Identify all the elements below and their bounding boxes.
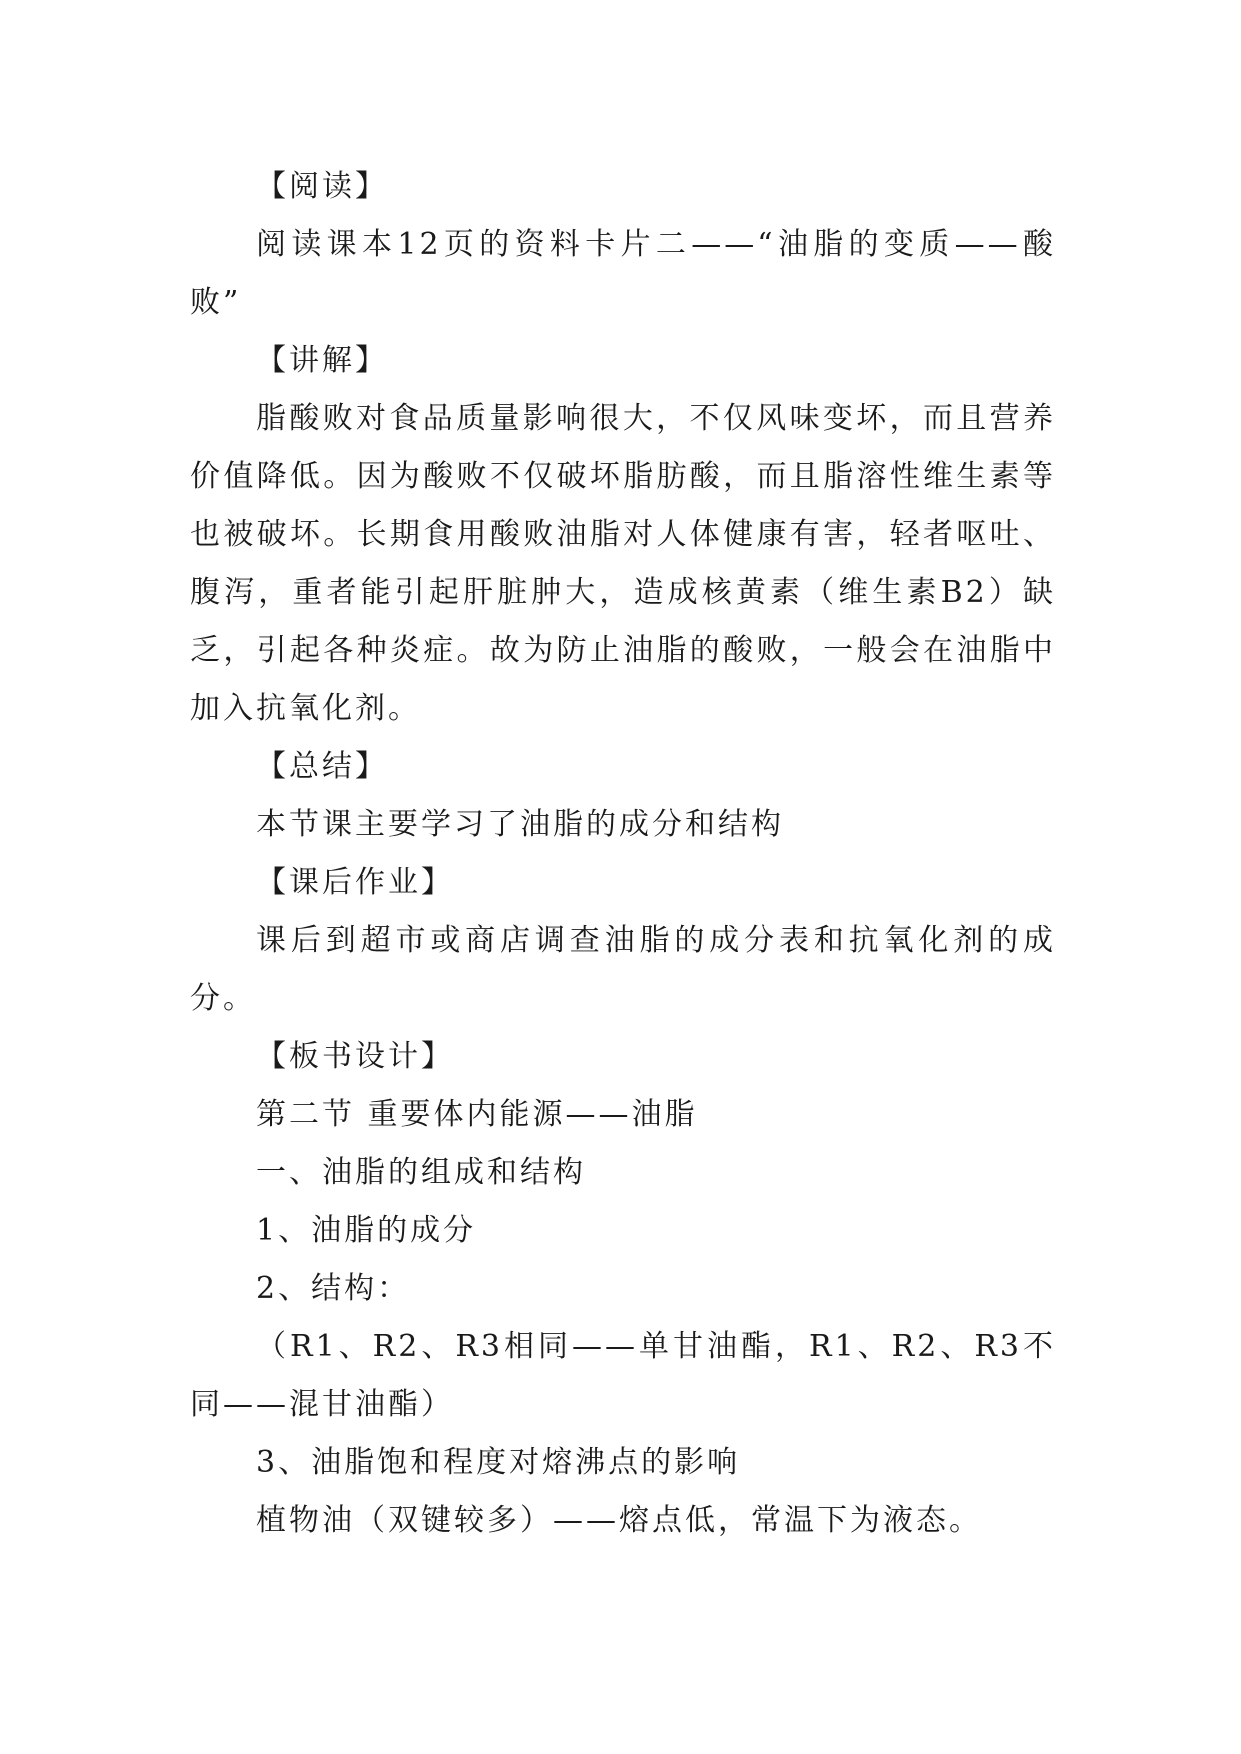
board-design-item: 3、油脂饱和程度对熔沸点的影响 [256, 1445, 741, 1480]
section-heading-board-design: 【板书设计】 [256, 1039, 454, 1074]
homework-paragraph: 课后到超市或商店调查油脂的成分表和抗氧化剂的成分。 [190, 923, 1056, 1016]
document-body [190, 158, 1056, 1550]
board-design-item: 一、油脂的组成和结构 [256, 1155, 586, 1190]
reading-paragraph: 阅读课本12页的资料卡片二——“油脂的变质——酸败” [190, 227, 1056, 320]
section-heading-reading: 【阅读】 [256, 169, 388, 204]
board-design-item: 植物油（双键较多）——熔点低，常温下为液态。 [256, 1503, 982, 1538]
board-design-item: 2、结构： [256, 1271, 411, 1306]
summary-paragraph: 本节课主要学习了油脂的成分和结构 [256, 807, 784, 842]
explanation-paragraph: 脂酸败对食品质量影响很大，不仅风味变坏，而且营养价值降低。因为酸败不仅破坏脂肪酸，而且脂溶性维生素等也被破坏。长期食用酸败油脂对人体健康有害，轻者呕吐、腹泻，重者能引起肝脏肿大，造成核黄素（维生素B2）缺乏，引起各种炎症。故为防止油脂的酸败，一般会在油脂中加入抗氧化剂。 [190, 401, 1056, 726]
section-heading-summary: 【总结】 [256, 749, 388, 784]
board-design-item: （R1、R2、R3相同——单甘油酯，R1、R2、R3不同——混甘油酯） [190, 1329, 1056, 1422]
board-design-item: 1、油脂的成分 [256, 1213, 477, 1248]
section-heading-explanation: 【讲解】 [256, 343, 388, 378]
section-heading-homework: 【课后作业】 [256, 865, 454, 900]
board-design-title: 第二节 重要体内能源——油脂 [256, 1097, 698, 1132]
